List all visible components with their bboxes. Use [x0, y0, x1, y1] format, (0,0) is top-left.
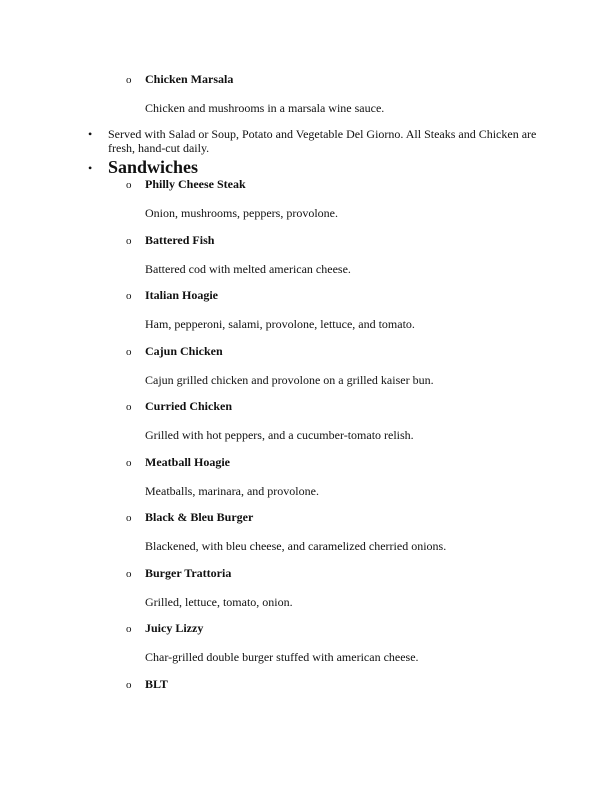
hollow-bullet-icon: o	[126, 512, 132, 524]
menu-item-description: Char-grilled double burger stuffed with american cheese.	[145, 650, 419, 664]
menu-item-description: Grilled with hot peppers, and a cucumber-tomato relish.	[145, 428, 414, 442]
menu-item-name: BLT	[145, 677, 168, 691]
menu-item-name: Juicy Lizzy	[145, 621, 204, 635]
hollow-bullet-icon: o	[126, 457, 132, 469]
hollow-bullet-icon: o	[126, 290, 132, 302]
menu-item-name: Philly Cheese Steak	[145, 177, 246, 191]
hollow-bullet-icon: o	[126, 679, 132, 691]
menu-item-description: Grilled, lettuce, tomato, onion.	[145, 595, 293, 609]
hollow-bullet-icon: o	[126, 235, 132, 247]
menu-item-description: Onion, mushrooms, peppers, provolone.	[145, 206, 338, 220]
menu-item-description: Ham, pepperoni, salami, provolone, lettuce, and tomato.	[145, 317, 415, 331]
note-text: Served with Salad or Soup, Potato and Vegetable Del Giorno. All Steaks and Chicken are fresh, hand-cut daily.	[108, 127, 537, 155]
menu-item-description: Meatballs, marinara, and provolone.	[145, 484, 319, 498]
section-title: Sandwiches	[108, 157, 199, 177]
menu-item-name: Meatball Hoagie	[145, 455, 230, 469]
bullet-icon: •	[88, 127, 93, 141]
menu-item-description: Battered cod with melted american cheese.	[145, 262, 351, 276]
menu-item-name: Curried Chicken	[145, 399, 232, 413]
hollow-bullet-icon: o	[126, 346, 132, 358]
menu-item-name: Burger Trattoria	[145, 566, 232, 580]
menu-item-name: Italian Hoagie	[145, 288, 219, 302]
menu-item-name: Black & Bleu Burger	[145, 510, 254, 524]
hollow-bullet-icon: o	[126, 623, 132, 635]
menu-item-description: Cajun grilled chicken and provolone on a grilled kaiser bun.	[145, 373, 434, 387]
hollow-bullet-icon: o	[126, 401, 132, 413]
hollow-bullet-icon: o	[126, 74, 132, 86]
menu-item-description: Chicken and mushrooms in a marsala wine sauce.	[145, 101, 385, 115]
bullet-icon: •	[88, 161, 93, 175]
menu-item-name: Battered Fish	[145, 233, 215, 247]
hollow-bullet-icon: o	[126, 179, 132, 191]
menu-item-name: Chicken Marsala	[145, 72, 234, 86]
menu-item-description: Blackened, with bleu cheese, and caramelized cherried onions.	[145, 539, 447, 553]
menu-item-name: Cajun Chicken	[145, 344, 223, 358]
hollow-bullet-icon: o	[126, 568, 132, 580]
